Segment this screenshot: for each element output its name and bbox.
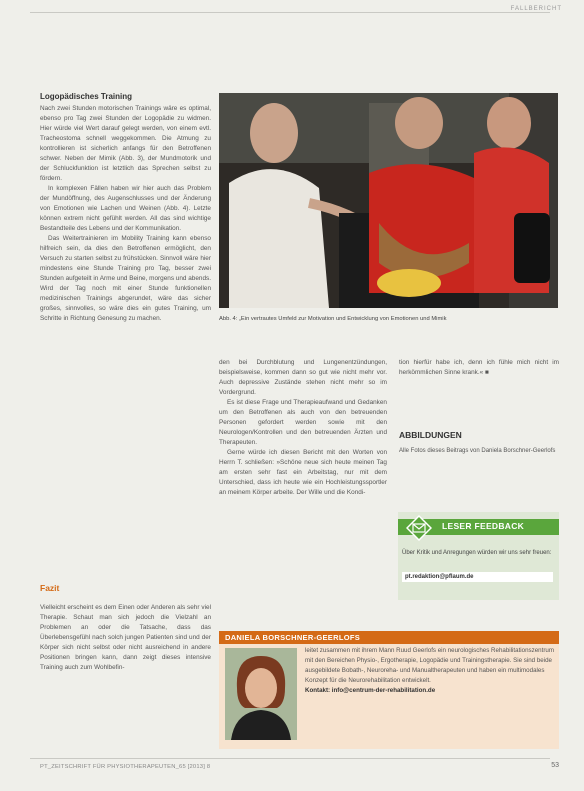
paragraph: In komplexen Fällen haben wir hier auch das Problem der Mundöffnung, des Augenschlusses und der Änderung von Emotionen wie Lachen und Weinen (Abb. 4). Letzte können extrem nicht gefühlt werden. All das sind wichtige Bestandteile des Lebens und der Kommunikation. (40, 185, 211, 232)
feedback-email-link[interactable]: pt.redaktion@pflaum.de (402, 572, 553, 582)
envelope-icon (406, 515, 432, 541)
author-bio-header (219, 631, 559, 644)
feedback-title: LESER FEEDBACK (442, 521, 525, 531)
paragraph: Nach zwei Stunden motorischen Trainings wäre es optimal, ebenso pro Tag zwei Stunden der Logopädie zu widmen. Hier würde viel Wert darauf gelegt werden, von einem evtl. Tracheostoma schnell weggekommen. Die Atmung zu kontrollieren ist sicherlich anfangs für den Betroffenen schwer. Neben der Mimik (Abb. 3), der Mundmotorik und der Schluckfunktion ist letztlich das Sprechen selbst zu fördern. (40, 105, 211, 182)
header-rule (30, 12, 550, 13)
author-portrait (225, 648, 297, 740)
section-rubric: FALLBERICHT (510, 6, 562, 12)
paragraph: Es ist diese Frage und Therapieaufwand und Gedanken um den Betroffenen als auch von den betreuenden Personen gefordert werden sowie mit den Neurologen/Kontrollen und den betreuenden Ärzten und Therapeuten. (219, 399, 387, 446)
author-name: DANIELA BORSCHNER-GEERLOFS (225, 633, 361, 642)
author-bio-box (219, 644, 559, 749)
portrait-illustration (225, 648, 297, 740)
bio-description: leitet zusammen mit ihrem Mann Ruud Geerlofs ein neurologisches Rehabilitationszentrum mit den Bereichen Physio-, Ergotherapie, Logopädie und Trainingstherapie. Sie sind beide ausgebildete Bobath-, Neuroreha- und Manualtherapeuten und haben ein multimodales Konzept für die Neurorehabilitation entwickelt. (305, 647, 554, 684)
fazit-heading: Fazit (40, 583, 60, 593)
right-column (399, 358, 559, 378)
middle-column (219, 358, 387, 498)
feedback-text: Über Kritik und Anregungen würden wir uns sehr freuen: (402, 550, 552, 556)
footer-journal: PT_ZEITSCHRIFT FÜR PHYSIOTHERAPEUTEN_65 [2013] 8 (40, 764, 211, 770)
paragraph: Vielleicht erscheint es dem Einen oder Anderen als sehr viel Therapie. Schaut man sich jedoch die Vielzahl an Problemen an oder die Tatsache, dass das Überlebensgefühl nach solch jungen Patienten sind und der Körper sich nicht selbst oder nicht ausreichend in andere Positionen bringen kann, dann zeigt dieses intensive Training auch zum Wohlbefin- (40, 604, 211, 671)
abbildungen-heading: ABBILDUNGEN (399, 430, 462, 440)
footer-rule (30, 758, 550, 759)
bio-contact-link[interactable]: Kontakt: info@centrum-der-rehabilitation.de (305, 687, 436, 694)
subheading-logopaedisches-training: Logopädisches Training (40, 92, 133, 101)
paragraph: Das Weitertrainieren im Mobility Training kann ebenso hilfreich sein, da dies den Betroffenen ermöglicht, den Versuch zu starten selbst zu frühstücken. Sinnvoll wäre hier mindestens eine Stunde Training pro Tag, besser zwei Stunden aufgeteilt in Arme und Beine, morgens und abends. Wird der Tag noch mit einer Stunde funktionellen medizinischen Trainings abgerundet, wäre das sicher großes, sinnvolles, so wäre dies ein gutes Training, um Schritte in Richtung Genesung zu machen. (40, 235, 211, 322)
paragraph: Gerne würde ich diesen Bericht mit den Worten von Herrn T. schließen: »Schöne neue sich heute meinen Tag am ersten sehr fast ein Arbeitstag, nur mit dem Unterschied, dass ich heute wie ein Hochleistungssportler an meinem Körper arbeite. Der Wille und die Kondi- (219, 449, 387, 496)
leser-feedback-box (398, 512, 559, 600)
feedback-header (398, 519, 559, 535)
author-bio-text (305, 646, 555, 696)
figure-caption: Abb. 4: „Ein vertrautes Umfeld zur Motivation und Entwicklung von Emotionen und Mimik (219, 316, 447, 322)
abbildungen-credit: Alle Fotos dieses Beitrags von Daniela Borschner-Geerlofs (399, 448, 556, 454)
page-number: 53 (551, 762, 559, 769)
fazit-text-block (40, 603, 211, 673)
figure-4-photo (219, 93, 558, 308)
paragraph: den bei Durchblutung und Lungenentzündungen, beispielsweise, kommen dann so gut wie nicht mehr vor. Auch depressive Zustände stehen nicht mehr so im Vordergrund. (219, 359, 387, 396)
paragraph: tion hierfür habe ich, denn ich fühle mich nicht im herkömmlichen Sinne krank.« ■ (399, 359, 559, 376)
photo-illustration (219, 93, 558, 308)
left-column (40, 92, 211, 324)
